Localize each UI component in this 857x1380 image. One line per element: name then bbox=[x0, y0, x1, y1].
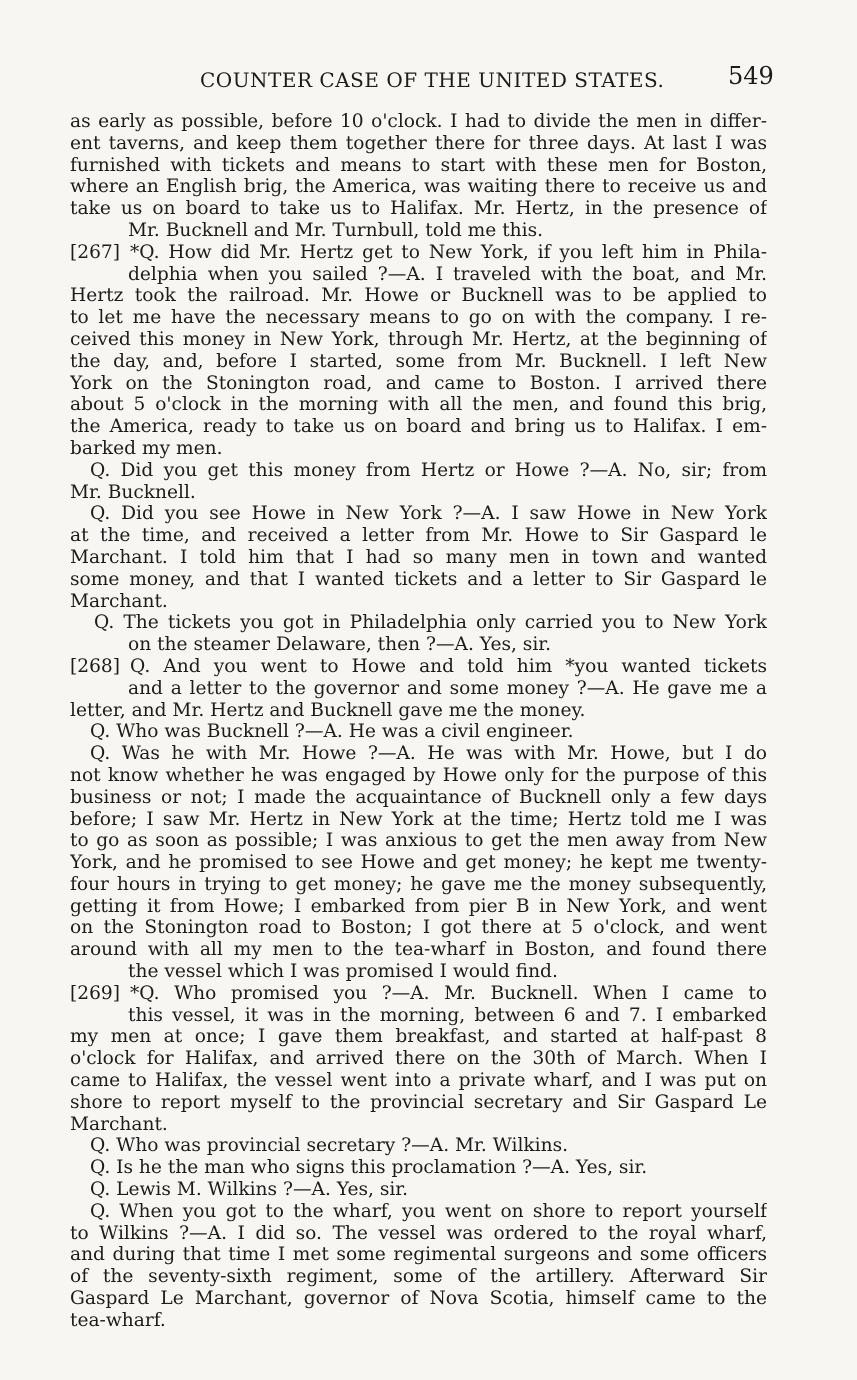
text-line bbox=[70, 983, 767, 1005]
text-line: Q. Is he the man who signs this proclamation ?—A. Yes, sir. bbox=[90, 1157, 648, 1179]
text-line: ent taverns, and keep them together there for three days. At last I was bbox=[70, 132, 767, 154]
text-line: Q. Did you see Howe in New York ?—A. I saw Howe in New York bbox=[90, 503, 767, 525]
text-line-content: *Q. How did Mr. Hertz get to New York, if you left him in Phila- bbox=[130, 241, 767, 263]
text-line: of the seventy-sixth regiment, some of the artillery. Afterward Sir bbox=[70, 1266, 767, 1288]
text-line: York, and he promised to see Howe and get money; he kept me twenty- bbox=[70, 852, 767, 874]
text-line: ceived this money in New York, through Mr. Hertz, at the beginning of bbox=[70, 328, 767, 350]
text-line: delphia when you sailed ?—A. I traveled with the boat, and Mr. bbox=[128, 263, 767, 285]
text-line: letter, and Mr. Hertz and Bucknell gave me the money. bbox=[70, 699, 586, 721]
text-line: came to Halifax, the vessel went into a private wharf, and I was put on bbox=[70, 1070, 767, 1092]
text-line: to let me have the necessary means to go on with the company. I re- bbox=[70, 307, 767, 329]
text-line: Hertz took the railroad. Mr. Howe or Bucknell was to be applied to bbox=[70, 285, 767, 307]
text-line: Mr. Bucknell and Mr. Turnbull, told me this. bbox=[128, 219, 544, 241]
text-line: tea-wharf. bbox=[70, 1309, 166, 1331]
text-line: business or not; I made the acquaintance of Bucknell only a few days bbox=[70, 786, 767, 808]
margin-tag: [267] bbox=[70, 241, 120, 263]
text-line: Q. The tickets you got in Philadelphia only carried you to New York bbox=[94, 612, 767, 634]
text-line: o'clock for Halifax, and arrived there on the 30th of March. When I bbox=[70, 1048, 767, 1070]
text-line: Q. When you got to the wharf, you went on shore to report yourself bbox=[90, 1200, 767, 1222]
text-line: before; I saw Mr. Hertz in New York at the time; Hertz told me I was bbox=[70, 808, 767, 830]
text-line-content: Q. And you went to Howe and told him *you wanted tickets bbox=[130, 655, 767, 677]
text-line: Marchant. I told him that I had so many men in town and wanted bbox=[70, 546, 767, 568]
text-line: this vessel, it was in the morning, between 6 and 7. I embarked bbox=[128, 1004, 767, 1026]
text-line bbox=[70, 656, 767, 678]
text-line: Q. Did you get this money from Hertz or Howe ?—A. No, sir; from bbox=[90, 459, 767, 481]
text-line: at the time, and received a letter from Mr. Howe to Sir Gaspard le bbox=[70, 525, 767, 547]
running-head: COUNTER CASE OF THE UNITED STATES. bbox=[200, 68, 665, 92]
text-line: Q. Was he with Mr. Howe ?—A. He was with Mr. Howe, but I do bbox=[90, 743, 767, 765]
text-line: as early as possible, before 10 o'clock. I had to divide the men in differ- bbox=[70, 111, 767, 132]
body-text bbox=[70, 111, 767, 1332]
text-line: on the Stonington road to Boston; I got there at 5 o'clock, and went bbox=[70, 917, 767, 939]
text-line: on the steamer Delaware, then ?—A. Yes, sir. bbox=[128, 634, 552, 656]
margin-tag: [269] bbox=[70, 982, 120, 1004]
text-line bbox=[70, 242, 767, 264]
text-line: Q. Who was Bucknell ?—A. He was a civil engineer. bbox=[90, 721, 574, 743]
text-line: Gaspard Le Marchant, governor of Nova Scotia, himself came to the bbox=[70, 1288, 767, 1310]
text-line: the day, and, before I started, some from Mr. Bucknell. I left New bbox=[70, 350, 767, 372]
text-line: the vessel which I was promised I would find. bbox=[128, 961, 558, 983]
text-line-content: *Q. Who promised you ?—A. Mr. Bucknell. When I came to bbox=[130, 982, 767, 1004]
text-line: some money, and that I wanted tickets and a letter to Sir Gaspard le bbox=[70, 568, 767, 590]
text-line: Mr. Bucknell. bbox=[70, 481, 196, 503]
margin-tag: [268] bbox=[70, 655, 120, 677]
text-line: Marchant. bbox=[70, 1113, 168, 1135]
text-line: to Wilkins ?—A. I did so. The vessel was ordered to the royal wharf, bbox=[70, 1222, 767, 1244]
text-line: Marchant. bbox=[70, 590, 168, 612]
text-line: my men at once; I gave them breakfast, and started at half-past 8 bbox=[70, 1026, 767, 1048]
text-line: not know whether he was engaged by Howe only for the purpose of this bbox=[70, 764, 767, 786]
page-header bbox=[0, 62, 857, 98]
text-line: and during that time I met some regimental surgeons and some officers bbox=[70, 1244, 767, 1266]
text-line: take us on board to take us to Halifax. Mr. Hertz, in the presence of bbox=[70, 198, 767, 220]
text-line: furnished with tickets and means to start with these men for Boston, bbox=[70, 154, 767, 176]
page-number: 549 bbox=[728, 62, 774, 90]
text-line: four hours in trying to get money; he gave me the money subsequently, bbox=[70, 873, 767, 895]
text-line: getting it from Howe; I embarked from pier B in New York, and went bbox=[70, 895, 767, 917]
text-line: barked my men. bbox=[70, 437, 223, 459]
text-line: the America, ready to take us on board and bring us to Halifax. I em- bbox=[70, 416, 767, 438]
text-line: York on the Stonington road, and came to Boston. I arrived there bbox=[70, 372, 767, 394]
text-line: around with all my men to the tea-wharf in Boston, and found there bbox=[70, 939, 767, 961]
text-line: Q. Who was provincial secretary ?—A. Mr. Wilkins. bbox=[90, 1135, 569, 1157]
text-line: where an English brig, the America, was waiting there to receive us and bbox=[70, 176, 767, 198]
text-line: to go as soon as possible; I was anxious to get the men away from New bbox=[70, 830, 767, 852]
text-line: about 5 o'clock in the morning with all the men, and found this brig, bbox=[70, 394, 767, 416]
text-line: and a letter to the governor and some money ?—A. He gave me a bbox=[128, 677, 767, 699]
text-line: Q. Lewis M. Wilkins ?—A. Yes, sir. bbox=[90, 1179, 409, 1201]
text-line: shore to report myself to the provincial secretary and Sir Gaspard Le bbox=[70, 1091, 767, 1113]
